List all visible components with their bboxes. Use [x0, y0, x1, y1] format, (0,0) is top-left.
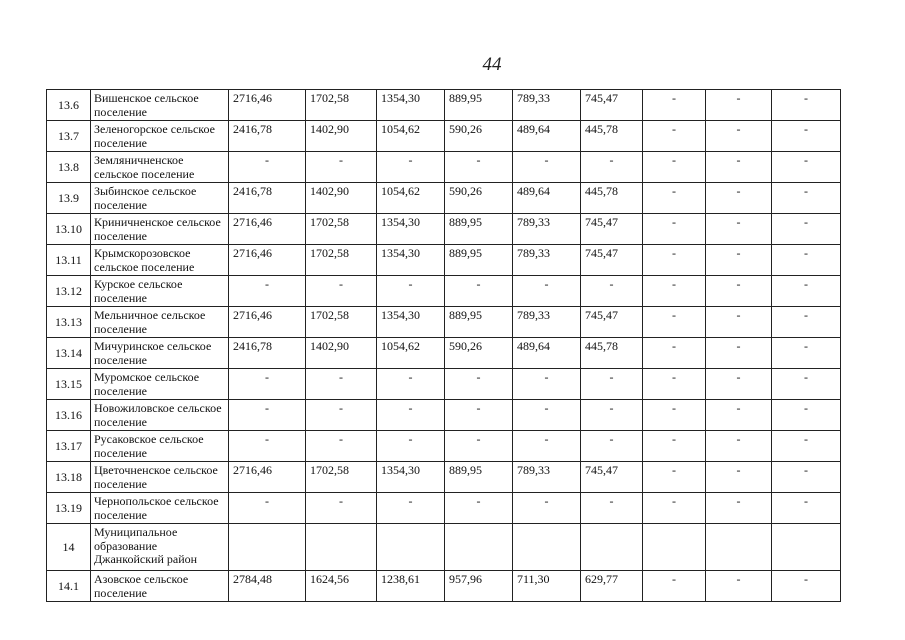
settlement-name-cell: Русаковское сельское поселение — [91, 431, 229, 462]
value-cell: 489,64 — [513, 338, 581, 369]
value-cell: - — [581, 369, 643, 400]
value-cell: 957,96 — [445, 571, 513, 602]
value-cell: - — [772, 493, 841, 524]
table-row — [47, 276, 841, 307]
value-cell: 789,33 — [513, 462, 581, 493]
value-cell: - — [706, 462, 772, 493]
settlement-name-cell: Чернопольское сельское поселение — [91, 493, 229, 524]
value-cell: 590,26 — [445, 183, 513, 214]
value-cell: - — [772, 152, 841, 183]
value-cell: - — [643, 152, 706, 183]
value-cell: - — [772, 245, 841, 276]
row-code-cell: 13.17 — [47, 431, 91, 462]
value-cell: - — [772, 90, 841, 121]
value-cell: - — [306, 369, 377, 400]
value-cell: - — [706, 493, 772, 524]
value-cell: 590,26 — [445, 338, 513, 369]
value-cell: - — [513, 400, 581, 431]
value-cell: 789,33 — [513, 90, 581, 121]
settlement-name-cell: Земляничненское сельское поселение — [91, 152, 229, 183]
value-cell: - — [377, 493, 445, 524]
value-cell: - — [706, 431, 772, 462]
value-cell: - — [445, 431, 513, 462]
value-cell: - — [445, 152, 513, 183]
value-cell: 1354,30 — [377, 307, 445, 338]
row-code-cell: 14.1 — [47, 571, 91, 602]
settlement-name-cell: Муниципальное образование Джанкойский район — [91, 524, 229, 571]
value-cell: 489,64 — [513, 121, 581, 152]
value-cell: 889,95 — [445, 245, 513, 276]
table-row — [47, 462, 841, 493]
value-cell: - — [706, 276, 772, 307]
value-cell: 789,33 — [513, 245, 581, 276]
value-cell: 889,95 — [445, 90, 513, 121]
value-cell: 489,64 — [513, 183, 581, 214]
value-cell: - — [643, 493, 706, 524]
value-cell: 1402,90 — [306, 338, 377, 369]
value-cell: - — [772, 369, 841, 400]
row-code-cell: 13.7 — [47, 121, 91, 152]
value-cell: - — [643, 369, 706, 400]
value-cell: - — [229, 276, 306, 307]
value-cell: - — [306, 400, 377, 431]
value-cell: - — [229, 369, 306, 400]
row-code-cell: 13.13 — [47, 307, 91, 338]
value-cell: - — [229, 431, 306, 462]
table-row — [47, 183, 841, 214]
settlement-name-cell: Мельничное сельское поселение — [91, 307, 229, 338]
value-cell: - — [706, 183, 772, 214]
row-code-cell: 13.8 — [47, 152, 91, 183]
value-cell: 1054,62 — [377, 183, 445, 214]
value-cell: - — [377, 276, 445, 307]
row-code-cell: 13.9 — [47, 183, 91, 214]
settlement-name-cell: Зыбинское сельское поселение — [91, 183, 229, 214]
settlement-name-cell: Новожиловское сельское поселение — [91, 400, 229, 431]
row-code-cell: 13.19 — [47, 493, 91, 524]
value-cell: - — [706, 121, 772, 152]
table-row — [47, 493, 841, 524]
value-cell: - — [229, 400, 306, 431]
settlement-name-cell: Курское сельское поселение — [91, 276, 229, 307]
value-cell — [706, 524, 772, 571]
value-cell: - — [445, 493, 513, 524]
page-number: 44 — [482, 54, 502, 75]
value-cell: - — [772, 307, 841, 338]
value-cell: - — [643, 90, 706, 121]
value-cell — [643, 524, 706, 571]
value-cell: - — [643, 462, 706, 493]
value-cell: - — [581, 276, 643, 307]
value-cell: - — [706, 400, 772, 431]
value-cell: 889,95 — [445, 462, 513, 493]
row-code-cell: 13.12 — [47, 276, 91, 307]
value-cell: - — [581, 152, 643, 183]
value-cell: - — [643, 400, 706, 431]
settlement-name-cell: Зеленогорское сельское поселение — [91, 121, 229, 152]
row-code-cell: 13.10 — [47, 214, 91, 245]
value-cell: 2416,78 — [229, 338, 306, 369]
value-cell: - — [643, 214, 706, 245]
table-row — [47, 90, 841, 121]
value-cell: - — [772, 400, 841, 431]
table-row — [47, 369, 841, 400]
value-cell: - — [772, 183, 841, 214]
value-cell: 2716,46 — [229, 462, 306, 493]
value-cell: 889,95 — [445, 214, 513, 245]
value-cell: - — [706, 90, 772, 121]
value-cell: - — [306, 431, 377, 462]
value-cell: 2716,46 — [229, 245, 306, 276]
value-cell: 1354,30 — [377, 214, 445, 245]
value-cell: - — [643, 431, 706, 462]
value-cell — [772, 524, 841, 571]
table-row — [47, 524, 841, 571]
value-cell: - — [306, 493, 377, 524]
settlement-name-cell: Цветочненское сельское поселение — [91, 462, 229, 493]
value-cell: 629,77 — [581, 571, 643, 602]
table-row — [47, 214, 841, 245]
value-cell: - — [581, 431, 643, 462]
value-cell: 2784,48 — [229, 571, 306, 602]
value-cell: - — [643, 307, 706, 338]
tariff-table — [46, 89, 841, 602]
value-cell: 1702,58 — [306, 245, 377, 276]
value-cell — [445, 524, 513, 571]
value-cell: - — [377, 431, 445, 462]
row-code-cell: 14 — [47, 524, 91, 571]
settlement-name-cell: Крымскорозовское сельское поселение — [91, 245, 229, 276]
value-cell: 1054,62 — [377, 121, 445, 152]
value-cell: 745,47 — [581, 462, 643, 493]
value-cell: 2716,46 — [229, 307, 306, 338]
value-cell: 711,30 — [513, 571, 581, 602]
value-cell: 789,33 — [513, 214, 581, 245]
value-cell: - — [306, 276, 377, 307]
value-cell: 1354,30 — [377, 462, 445, 493]
value-cell: - — [445, 369, 513, 400]
value-cell — [306, 524, 377, 571]
value-cell: 1702,58 — [306, 214, 377, 245]
value-cell: 1354,30 — [377, 245, 445, 276]
value-cell: 590,26 — [445, 121, 513, 152]
value-cell: - — [581, 493, 643, 524]
value-cell: - — [706, 245, 772, 276]
table-row — [47, 245, 841, 276]
settlement-name-cell: Криничненское сельское поселение — [91, 214, 229, 245]
value-cell: 1354,30 — [377, 90, 445, 121]
value-cell: - — [706, 152, 772, 183]
value-cell: - — [445, 400, 513, 431]
value-cell: - — [772, 276, 841, 307]
value-cell — [229, 524, 306, 571]
value-cell — [377, 524, 445, 571]
value-cell: 789,33 — [513, 307, 581, 338]
value-cell: 745,47 — [581, 307, 643, 338]
value-cell: 1624,56 — [306, 571, 377, 602]
value-cell: - — [772, 338, 841, 369]
settlement-name-cell: Мичуринское сельское поселение — [91, 338, 229, 369]
table-row — [47, 307, 841, 338]
value-cell: - — [513, 431, 581, 462]
value-cell: 445,78 — [581, 183, 643, 214]
value-cell: - — [772, 571, 841, 602]
value-cell: 1402,90 — [306, 183, 377, 214]
value-cell: 745,47 — [581, 214, 643, 245]
value-cell: - — [772, 214, 841, 245]
value-cell: - — [513, 152, 581, 183]
value-cell: - — [643, 276, 706, 307]
value-cell: - — [706, 571, 772, 602]
row-code-cell: 13.18 — [47, 462, 91, 493]
value-cell: - — [772, 431, 841, 462]
value-cell: 1702,58 — [306, 90, 377, 121]
value-cell: 1402,90 — [306, 121, 377, 152]
value-cell: 2716,46 — [229, 90, 306, 121]
value-cell: - — [643, 183, 706, 214]
value-cell: - — [772, 121, 841, 152]
value-cell: - — [643, 245, 706, 276]
table-body — [47, 90, 841, 602]
settlement-name-cell: Муромское сельское поселение — [91, 369, 229, 400]
table-row — [47, 400, 841, 431]
value-cell — [513, 524, 581, 571]
table-row — [47, 152, 841, 183]
value-cell: - — [706, 369, 772, 400]
value-cell: 445,78 — [581, 338, 643, 369]
value-cell: 445,78 — [581, 121, 643, 152]
value-cell: 745,47 — [581, 90, 643, 121]
row-code-cell: 13.6 — [47, 90, 91, 121]
value-cell: - — [229, 152, 306, 183]
row-code-cell: 13.11 — [47, 245, 91, 276]
value-cell: - — [513, 276, 581, 307]
row-code-cell: 13.16 — [47, 400, 91, 431]
row-code-cell: 13.15 — [47, 369, 91, 400]
value-cell: - — [643, 571, 706, 602]
value-cell: 1054,62 — [377, 338, 445, 369]
table-row — [47, 571, 841, 602]
value-cell: - — [706, 338, 772, 369]
value-cell: - — [513, 493, 581, 524]
value-cell: - — [377, 400, 445, 431]
value-cell: 745,47 — [581, 245, 643, 276]
value-cell: 889,95 — [445, 307, 513, 338]
value-cell: - — [513, 369, 581, 400]
value-cell: 1702,58 — [306, 462, 377, 493]
value-cell: - — [706, 214, 772, 245]
value-cell: 2716,46 — [229, 214, 306, 245]
table-row — [47, 338, 841, 369]
table-row — [47, 431, 841, 462]
value-cell: - — [581, 400, 643, 431]
value-cell: - — [706, 307, 772, 338]
value-cell: - — [643, 338, 706, 369]
value-cell — [581, 524, 643, 571]
value-cell: 1238,61 — [377, 571, 445, 602]
value-cell: 1702,58 — [306, 307, 377, 338]
value-cell: - — [229, 493, 306, 524]
row-code-cell: 13.14 — [47, 338, 91, 369]
settlement-name-cell: Азовское сельское поселение — [91, 571, 229, 602]
value-cell: - — [643, 121, 706, 152]
value-cell: - — [772, 462, 841, 493]
value-cell: - — [377, 152, 445, 183]
value-cell: 2416,78 — [229, 121, 306, 152]
settlement-name-cell: Вишенское сельское поселение — [91, 90, 229, 121]
value-cell: - — [306, 152, 377, 183]
table-row — [47, 121, 841, 152]
value-cell: - — [445, 276, 513, 307]
value-cell: 2416,78 — [229, 183, 306, 214]
value-cell: - — [377, 369, 445, 400]
